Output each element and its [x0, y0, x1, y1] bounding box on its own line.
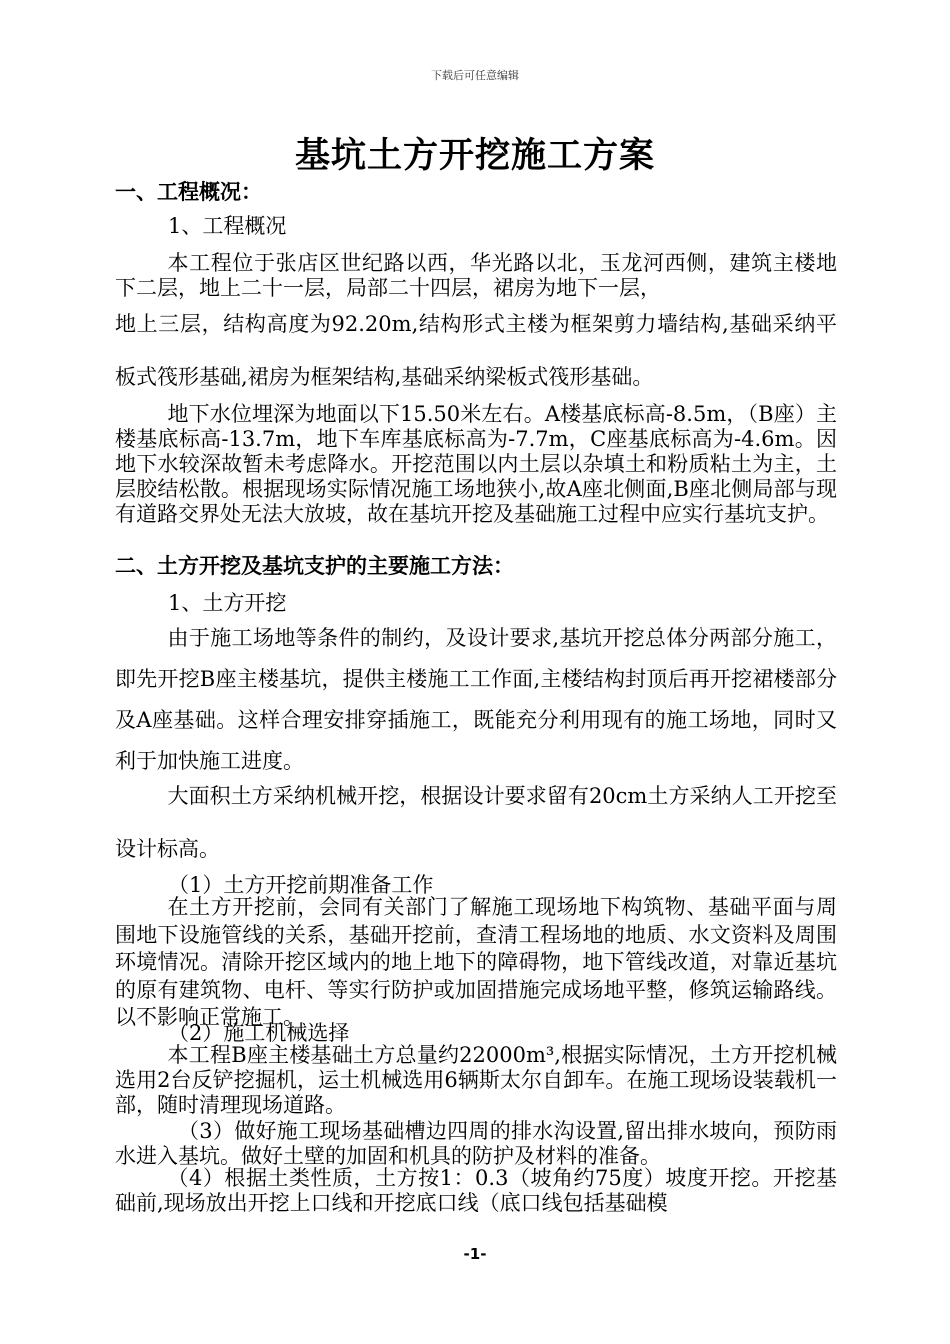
item-1-title: （1）土方开挖前期准备工作 [168, 873, 434, 897]
page-number: -1- [463, 1245, 487, 1263]
paragraph-groundwater: 地下水位埋深为地面以下15.50米左右。A楼基底标高-8.5m，（B座）主楼基底标高-13.7m，地下车库基底标高为-7.7m，C座基底标高为-4.6m。因地下水较深故暂未考虑降水。开挖范围以内土层以杂填土和粉质粘土为主，土层胶结松散。根据现场实际情况施工场地狭小,故A座北侧面,B座北侧局部与现有道路交界处无法大放坡，故在基坑开挖及基础施工过程中应实行基坑支护。 [115, 402, 837, 526]
subheading-project-overview: 1、工程概况 [168, 214, 287, 238]
paragraph-mechanical-excavation: 大面积土方采纳机械开挖，根据设计要求留有20cm土方采纳人工开挖至设计标高。 [115, 784, 837, 861]
item-3: （3）做好施工现场基础槽边四周的排水沟设置,留出排水坡向，预防雨水进入基坑。做好土壁的加固和机具的防护及材料的准备。 [115, 1119, 837, 1168]
item-1-body: 在土方开挖前，会同有关部门了解施工现场地下构筑物、基础平面与周围地下设施管线的关系，基础开挖前，查清工程场地的地质、水文资料及周围环境情况。清除开挖区域内的地上地下的障碍物，地下管线改道，对靠近基坑的原有建筑物、电杆、等实行防护或加固措施完成场地平整，修筑运输路线。以不影响正常施工。 [115, 895, 837, 1029]
item-4: （4）根据土类性质，土方按1：0.3（坡角约75度）坡度开挖。开挖基础前,现场放出开挖上口线和开挖底口线（底口线包括基础模 [115, 1166, 837, 1215]
paragraph-phasing: 由于施工场地等条件的制约，及设计要求,基坑开挖总体分两部分施工，即先开挖B座主楼基坑，提供主楼施工工作面,主楼结构封顶后再开挖裙楼部分及A座基础。这样合理安排穿插施工，既能充分利用现有的施工场地，同时又利于加快施工进度。 [115, 626, 837, 773]
page-header-note: 下载后可任意编辑 [431, 69, 519, 82]
section-heading-overview: 一、工程概况： [115, 180, 262, 204]
document-title: 基坑土方开挖施工方案 [294, 136, 655, 176]
paragraph-location: 本工程位于张店区世纪路以西，华光路以北，玉龙河西侧，建筑主楼地下二层，地上二十一层，局部二十四层，裙房为地下一层， [115, 251, 837, 300]
paragraph-structure: 地上三层，结构高度为92.20m,结构形式主楼为框架剪力墙结构,基础采纳平板式筏形基础,裙房为框架结构,基础采纳梁板式筏形基础。 [115, 312, 837, 389]
item-2-body: 本工程B座主楼基础土方总量约22000m³,根据实际情况，土方开挖机械选用2台反铲挖掘机，运土机械选用6辆斯太尔自卸车。在施工现场设装载机一部，随时清理现场道路。 [115, 1043, 837, 1117]
item-2-title: （2）施工机械选择 [168, 1021, 350, 1045]
subheading-earthwork: 1、土方开挖 [168, 591, 287, 615]
section-heading-methods: 二、土方开挖及基坑支护的主要施工方法： [115, 554, 514, 578]
